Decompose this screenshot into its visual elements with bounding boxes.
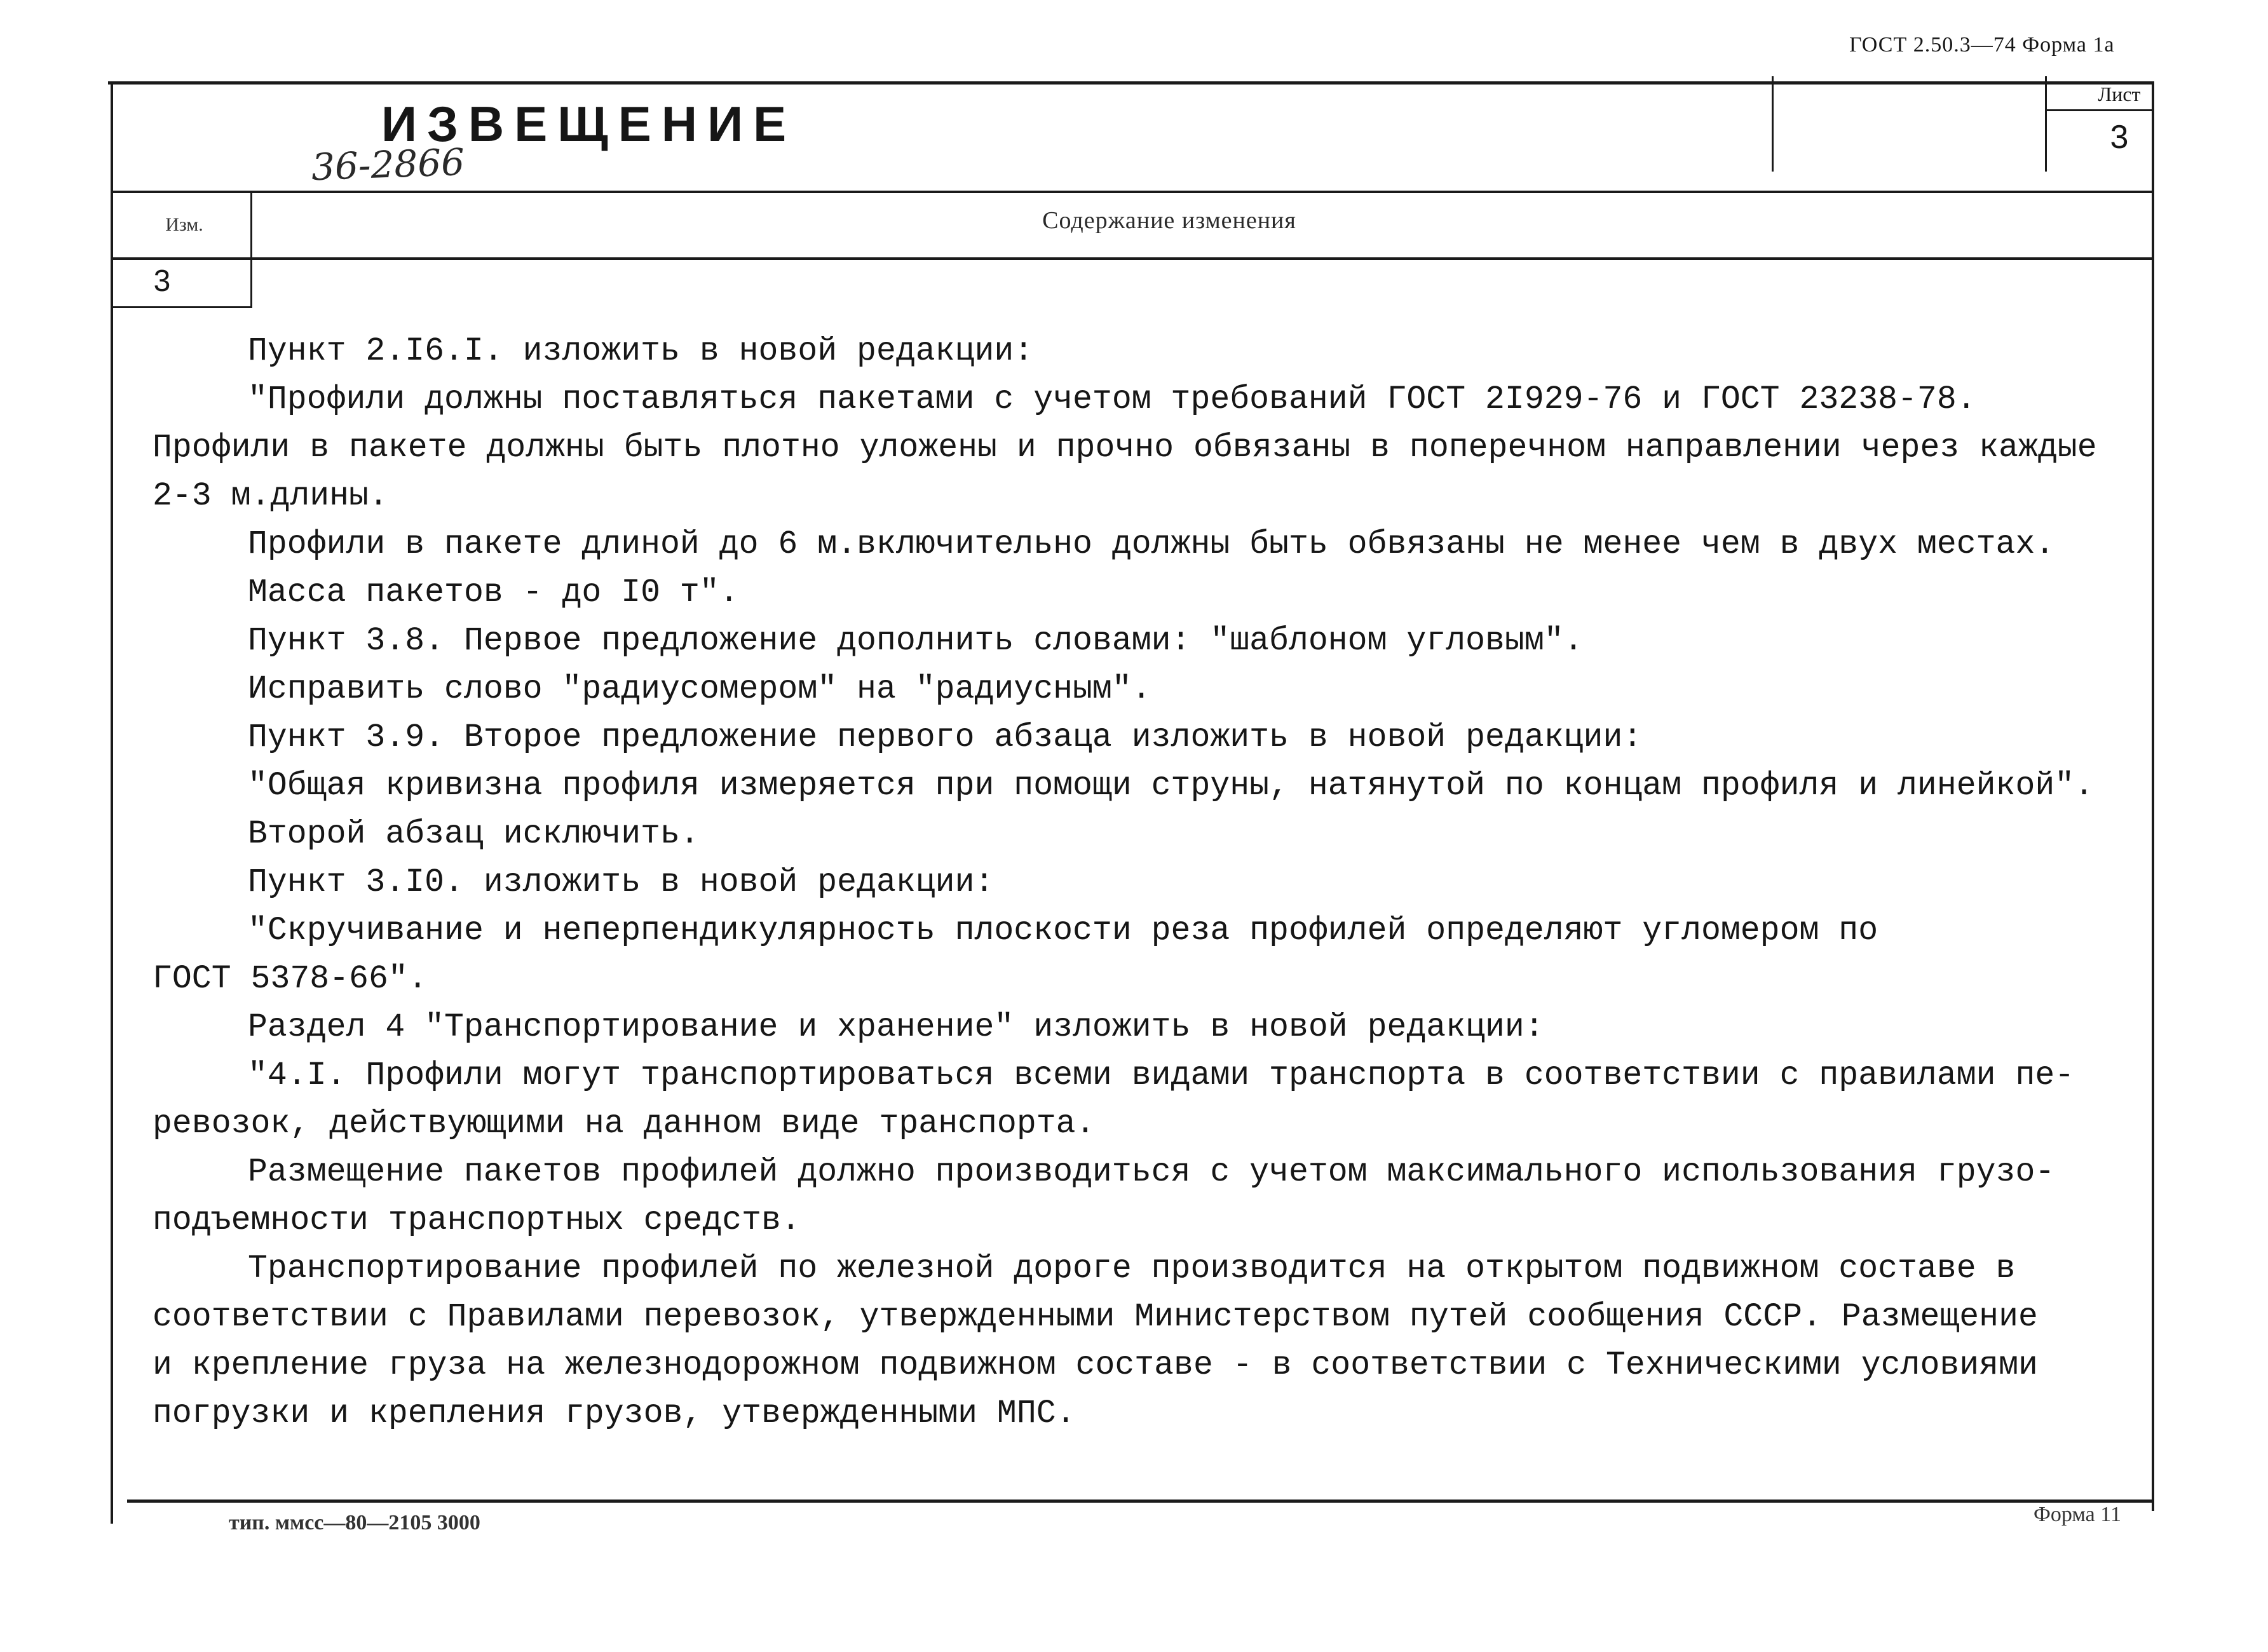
body-line: "Скручивание и неперпендикулярность плоскости реза профилей определяют угломером по [248,912,1878,949]
body-line: Масса пакетов - до I0 т". [248,574,739,611]
handwritten-number: 36-2866 [310,140,466,189]
sheet-label: Лист [2098,83,2141,105]
body-line: погрузки и крепления грузов, утвержденными МПС. [153,1395,1076,1432]
print-info: тип. ммсс—80—2105 3000 [229,1511,480,1534]
izm-cell-bottom-line [111,306,250,308]
form-label: Форма 11 [2034,1503,2121,1526]
body-line: Пункт 3.8. Первое предложение дополнить словами: "шаблоном угловым". [248,623,1584,660]
change-no-label: Изм. [165,214,203,235]
body-line: "4.I. Профили могут транспортироваться всеми видами транспорта в соответствии с правилами пе- [248,1057,2075,1094]
body-line: ГОСТ 5378-66". [153,961,428,998]
form-code: ГОСТ 2.50.3—74 Форма 1а [1849,33,2115,57]
sheet-cell-divider [2045,109,2153,111]
frame-bottom-line [127,1500,2154,1503]
header-bottom-line [111,191,2153,193]
frame-top-line [108,81,2153,85]
body-line: Пункт 3.9. Второе предложение первого абзаца изложить в новой редакции: [248,719,1643,756]
sheet-cell-left-line [2045,76,2047,172]
document-title: ИЗВЕЩЕНИЕ [381,96,797,152]
frame-right-line [2152,81,2154,1511]
body-line: соответствии с Правилами перевозок, утвержденными Министерством путей сообщения СССР. Размещение [153,1299,2038,1336]
frame-left-line [111,81,113,1524]
body-line: подъемности транспортных средств. [153,1202,801,1239]
change-content [153,327,2142,1438]
body-line: ревозок, действующими на данном виде транспорта. [153,1106,1096,1142]
body-line: и крепление груза на железнодорожном подвижном составе - в соответствии с Техническими условиями [153,1347,2038,1384]
table-header-bottom-line [111,257,2153,260]
sheet-number: 3 [2110,119,2129,156]
izm-column-line [250,191,252,308]
body-line: Транспортирование профилей по железной дороге производится на открытом подвижном составе в [248,1250,2016,1287]
body-line: Исправить слово "радиусомером" на "радиусным". [248,671,1151,708]
body-line: Раздел 4 "Транспортирование и хранение" изложить в новой редакции: [248,1009,1544,1046]
body-line: Второй абзац исключить. [248,816,700,853]
body-line: 2-3 м.длины. [153,478,388,515]
sheet-box-left-line [1772,76,1774,172]
body-line: Пункт 3.I0. изложить в новой редакции: [248,864,995,901]
body-line: Пункт 2.I6.I. изложить в новой редакции: [248,333,1034,370]
body-line: Профили в пакете длиной до 6 м.включительно должны быть обвязаны не менее чем в двух местах. [248,526,2055,563]
body-line: "Общая кривизна профиля измеряется при помощи струны, натянутой по концам профиля и линейкой". [248,768,2095,804]
body-line: Профили в пакете должны быть плотно уложены и прочно обвязаны в поперечном направлении через каждые [153,430,2097,466]
change-number: 3 [153,264,171,298]
body-line: Размещение пакетов профилей должно производиться с учетом максимального использования грузо- [248,1154,2055,1191]
body-line: "Профили должны поставляться пакетами с учетом требований ГОСТ 2I929-76 и ГОСТ 23238-78. [248,381,1976,418]
content-label: Содержание изменения [1042,207,1296,234]
